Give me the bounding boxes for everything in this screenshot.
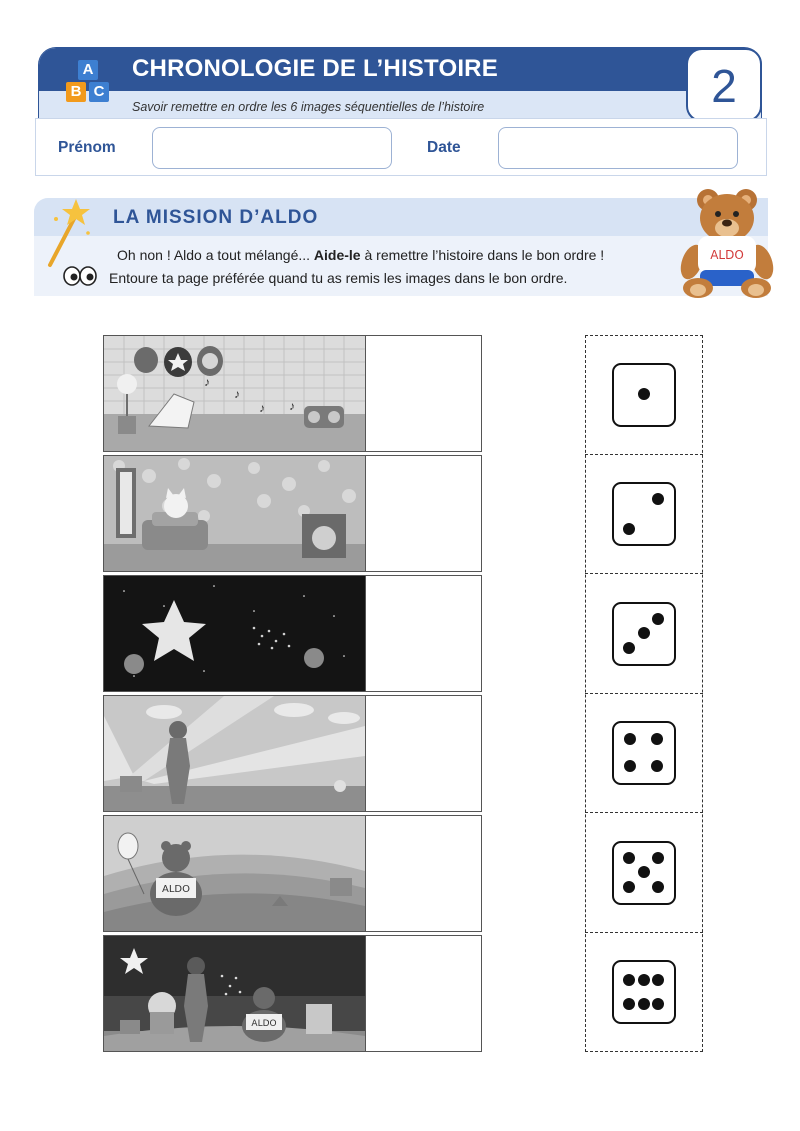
dice-cell-4 xyxy=(585,694,703,814)
story-image-bear-balloon xyxy=(104,816,365,931)
dice-cell-5 xyxy=(585,813,703,933)
bear-mascot-icon xyxy=(676,184,776,300)
die-face-6-icon xyxy=(612,960,676,1024)
instruction-text: Oh non ! Aldo a tout mélangé... xyxy=(117,247,311,263)
die-pip xyxy=(638,998,650,1010)
die-face-1-icon xyxy=(612,363,676,427)
page-title: CHRONOLOGIE DE L’HISTOIRE xyxy=(132,55,498,82)
die-face-4-icon xyxy=(612,721,676,785)
instruction-text-end: à remettre l’histoire dans le bon ordre ! xyxy=(364,247,605,263)
story-image-cat-sofa xyxy=(104,456,365,571)
die-pip xyxy=(623,852,635,864)
instruction-emphasis: Aide-le xyxy=(313,247,361,263)
block-b: B xyxy=(66,82,86,102)
bear-shirt-text: ALDO xyxy=(710,248,744,262)
die-pip xyxy=(624,760,636,772)
order-slot-4[interactable] xyxy=(365,696,482,811)
story-image-sunrise-lady xyxy=(104,696,365,811)
die-face-5-icon xyxy=(612,841,676,905)
die-pip xyxy=(624,733,636,745)
svg-text:♪: ♪ xyxy=(234,387,240,401)
story-image-celebration xyxy=(104,936,365,1051)
bear-shirt-label-2: ALDO xyxy=(251,1019,277,1029)
dice-cell-2 xyxy=(585,455,703,575)
order-slot-6[interactable] xyxy=(365,936,482,1051)
story-strip-3 xyxy=(103,575,482,692)
story-strip-4 xyxy=(103,695,482,812)
story-strip-6 xyxy=(103,935,482,1052)
die-face-3-icon xyxy=(612,602,676,666)
die-pip xyxy=(623,881,635,893)
order-slot-5[interactable] xyxy=(365,816,482,931)
block-a: A xyxy=(78,60,98,80)
die-pip xyxy=(638,388,650,400)
story-strip-2 xyxy=(103,455,482,572)
die-pip xyxy=(652,852,664,864)
worksheet-number: 2 xyxy=(686,48,762,122)
dice-cell-3 xyxy=(585,574,703,694)
abc-blocks-icon xyxy=(62,60,114,110)
die-pip xyxy=(652,493,664,505)
order-slot-3[interactable] xyxy=(365,576,482,691)
die-pip xyxy=(638,974,650,986)
story-image-space-star xyxy=(104,576,365,691)
die-pip xyxy=(638,866,650,878)
bear-shirt-label: ALDO xyxy=(162,884,190,895)
story-strip-5 xyxy=(103,815,482,932)
die-pip xyxy=(623,642,635,654)
dice-cell-1 xyxy=(585,335,703,455)
svg-text:♪: ♪ xyxy=(259,401,265,415)
die-pip xyxy=(652,881,664,893)
die-pip xyxy=(652,613,664,625)
die-face-2-icon xyxy=(612,482,676,546)
svg-text:♪: ♪ xyxy=(204,375,210,389)
magic-wand-icon xyxy=(42,193,94,271)
die-pip xyxy=(651,760,663,772)
order-slot-2[interactable] xyxy=(365,456,482,571)
mission-instruction-1 xyxy=(117,247,604,263)
die-pip xyxy=(652,998,664,1010)
block-c: C xyxy=(89,82,109,102)
die-pip xyxy=(623,523,635,535)
firstname-label: Prénom xyxy=(58,139,116,156)
date-field[interactable] xyxy=(498,127,738,169)
mission-title: LA MISSION D’ALDO xyxy=(113,207,319,228)
dice-cell-6 xyxy=(585,933,703,1053)
die-pip xyxy=(638,627,650,639)
story-strip-1 xyxy=(103,335,482,452)
order-slot-1[interactable] xyxy=(365,336,482,451)
die-pip xyxy=(623,998,635,1010)
die-pip xyxy=(651,733,663,745)
firstname-field[interactable] xyxy=(152,127,392,169)
eyes-icon xyxy=(63,265,97,287)
story-image-room xyxy=(104,336,365,451)
svg-text:♪: ♪ xyxy=(289,399,295,413)
mission-instruction-2: Entoure ta page préférée quand tu as remis les images dans le bon ordre. xyxy=(109,270,568,286)
date-label: Date xyxy=(427,139,461,156)
die-pip xyxy=(623,974,635,986)
die-pip xyxy=(652,974,664,986)
page-subtitle: Savoir remettre en ordre les 6 images séquentielles de l’histoire xyxy=(132,100,485,114)
